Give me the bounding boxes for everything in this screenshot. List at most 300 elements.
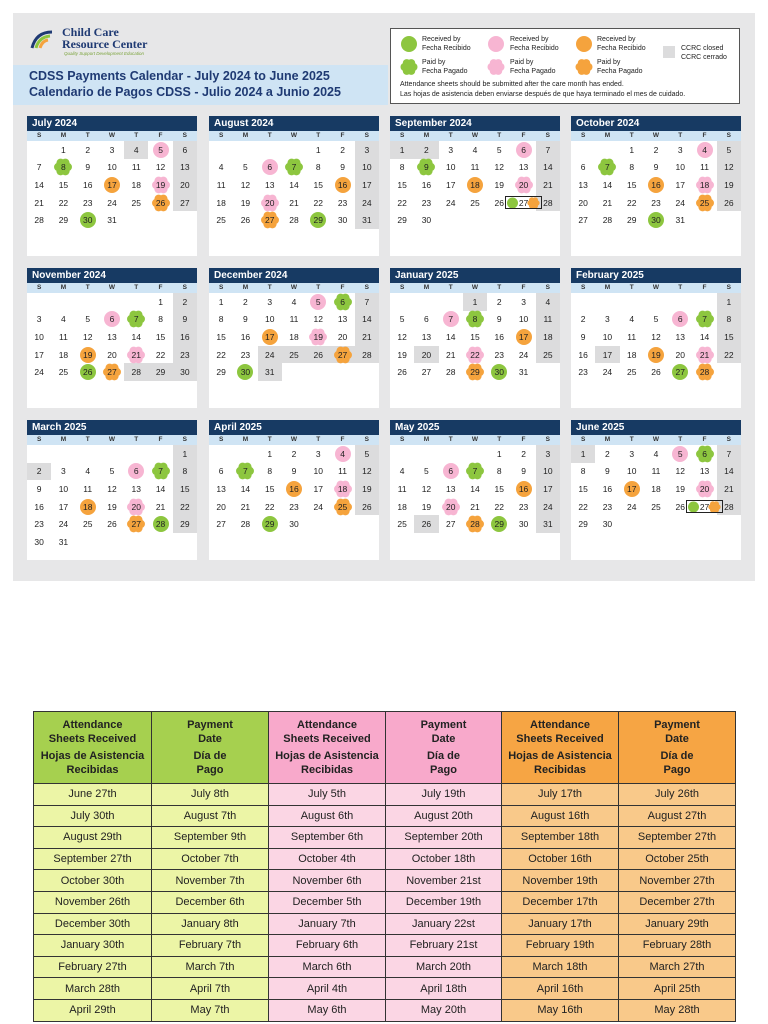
- day-number: 3: [315, 448, 321, 459]
- day-cell: [463, 515, 487, 533]
- day-number: 6: [580, 162, 586, 173]
- table-cell: December 30th: [34, 913, 152, 935]
- day-cell: [282, 211, 306, 229]
- day-cell: [306, 211, 330, 229]
- day-cell: [571, 346, 595, 364]
- day-cell: [148, 194, 172, 212]
- day-cell-closed: [355, 176, 379, 194]
- day-number: 20: [518, 179, 529, 190]
- day-number: 15: [58, 179, 69, 190]
- day-cell: [571, 498, 595, 516]
- table-cell: November 26th: [34, 891, 152, 913]
- day-cell: [124, 328, 148, 346]
- day-number: 5: [315, 296, 321, 307]
- day-cell: [439, 328, 463, 346]
- header-text-line: Attendance: [530, 719, 590, 731]
- day-number: 13: [337, 314, 348, 325]
- day-cell: [439, 515, 463, 533]
- header-text-line: Sheets Received: [516, 733, 604, 745]
- day-number: 8: [399, 162, 405, 173]
- day-number: 16: [651, 179, 661, 190]
- empty-cell: [620, 293, 644, 311]
- day-number: 9: [291, 466, 297, 477]
- day-cell: [282, 194, 306, 212]
- weekday-label: T: [267, 284, 272, 291]
- day-number: 25: [397, 519, 407, 530]
- day-number: 13: [699, 466, 710, 477]
- table-body: [34, 784, 736, 1022]
- day-number: 28: [362, 349, 372, 360]
- day-cell-closed: [717, 445, 741, 463]
- day-cell: [76, 328, 100, 346]
- day-number: 17: [313, 483, 324, 494]
- weekday-label: W: [108, 132, 116, 139]
- day-cell: [414, 363, 438, 381]
- weekday-label: S: [580, 436, 586, 443]
- table-cell: December 27th: [619, 891, 736, 913]
- day-cell: [692, 480, 716, 498]
- day-cell: [51, 141, 75, 159]
- day-number: 4: [545, 296, 551, 307]
- day-number: 15: [216, 331, 226, 342]
- day-number: 17: [602, 349, 613, 360]
- day-number: 6: [218, 466, 224, 477]
- day-number: 8: [496, 466, 502, 477]
- weekday-label: M: [242, 284, 249, 291]
- table-cell: August 20th: [386, 805, 502, 827]
- day-cell: [209, 463, 233, 481]
- day-number: 29: [626, 215, 637, 226]
- day-number: 2: [496, 296, 502, 307]
- day-number: 31: [58, 536, 69, 547]
- day-number: 25: [82, 519, 93, 530]
- month-title: May 2025: [390, 420, 560, 435]
- table-cell: October 7th: [152, 848, 269, 870]
- day-number: 29: [313, 215, 324, 226]
- day-cell-closed: [717, 311, 741, 329]
- day-cell-closed: [173, 194, 197, 212]
- day-cell: [51, 176, 75, 194]
- day-cell: [620, 346, 644, 364]
- day-cell: [258, 311, 282, 329]
- day-number: 12: [675, 466, 686, 477]
- table-cell: November 21st: [386, 870, 502, 892]
- header-text-line: Pago: [430, 764, 457, 776]
- legend-closed-swatch: [663, 46, 675, 58]
- day-cell-closed: [536, 311, 560, 329]
- day-cell: [463, 328, 487, 346]
- weekday-label: T: [267, 132, 272, 139]
- day-cell: [233, 363, 257, 381]
- day-cell: [487, 311, 511, 329]
- day-grid: [209, 293, 379, 381]
- day-cell: [620, 141, 644, 159]
- day-cell: [282, 293, 306, 311]
- day-number: 24: [313, 501, 324, 512]
- day-cell: [100, 311, 124, 329]
- day-number: 14: [289, 179, 299, 190]
- day-number: 24: [362, 197, 372, 208]
- day-number: 24: [518, 349, 529, 360]
- day-number: 16: [82, 179, 93, 190]
- day-cell: [692, 194, 716, 212]
- day-cell-closed: [717, 463, 741, 481]
- day-cell: [571, 515, 595, 533]
- day-cell: [330, 194, 354, 212]
- day-cell: [76, 480, 100, 498]
- day-number: 20: [675, 349, 686, 360]
- orange-paid-marker: [708, 500, 721, 513]
- day-cell: [668, 159, 692, 177]
- weekday-label: W: [652, 436, 660, 443]
- day-cell: [463, 159, 487, 177]
- day-number: 20: [131, 501, 142, 512]
- day-cell: [668, 346, 692, 364]
- table-cell: May 16th: [502, 999, 619, 1021]
- weekday-label: M: [423, 132, 430, 139]
- day-cell-closed: [355, 463, 379, 481]
- title-es-main: Calendario de Pagos CDSS: [29, 85, 191, 99]
- day-cell-closed: [536, 141, 560, 159]
- day-cell: [463, 498, 487, 516]
- table-row: [34, 784, 736, 806]
- day-cell-closed: [536, 328, 560, 346]
- day-number: 10: [626, 466, 637, 477]
- day-number: 18: [397, 501, 407, 512]
- day-cell: [124, 176, 148, 194]
- day-number: 19: [651, 349, 661, 360]
- day-cell-closed: [717, 159, 741, 177]
- day-number: 12: [421, 483, 432, 494]
- day-cell: [100, 346, 124, 364]
- day-number: 29: [180, 519, 190, 530]
- day-number: 22: [397, 197, 407, 208]
- day-number: 10: [362, 162, 372, 173]
- day-number: 28: [470, 519, 480, 530]
- weekday-label: F: [158, 132, 163, 139]
- day-cell: [644, 463, 668, 481]
- weekday-label: F: [340, 132, 345, 139]
- table-row: [34, 848, 736, 870]
- month-title: September 2024: [390, 116, 560, 131]
- day-cell-closed: [717, 328, 741, 346]
- day-number: 28: [155, 519, 166, 530]
- day-cell: [511, 141, 535, 159]
- day-cell: [330, 498, 354, 516]
- day-cell: [414, 498, 438, 516]
- day-cell: [148, 311, 172, 329]
- weekday-label: W: [290, 284, 298, 291]
- day-number: 7: [448, 314, 454, 325]
- logo-arcs-icon: [30, 28, 60, 50]
- day-number: 5: [85, 314, 91, 325]
- day-cell: [100, 515, 124, 533]
- day-cell: [571, 311, 595, 329]
- table-cell: October 4th: [269, 848, 386, 870]
- header-text-line: Hojas de Asistencia: [40, 750, 145, 762]
- day-number: 12: [107, 483, 117, 494]
- day-number: 25: [651, 501, 661, 512]
- day-number: 12: [362, 466, 372, 477]
- header-text-line: Payment: [187, 719, 233, 731]
- table-cell: January 17th: [502, 913, 619, 935]
- day-cell: [51, 363, 75, 381]
- title-spanish: [29, 85, 341, 99]
- month-calendar: [390, 116, 560, 256]
- table-cell: October 18th: [386, 848, 502, 870]
- day-number: 17: [543, 483, 553, 494]
- day-number: 13: [578, 179, 588, 190]
- empty-cell: [439, 445, 463, 463]
- table-cell: November 19th: [502, 870, 619, 892]
- day-number: 30: [651, 215, 661, 226]
- day-cell: [282, 445, 306, 463]
- day-cell: [620, 211, 644, 229]
- day-cell: [463, 363, 487, 381]
- empty-cell: [414, 445, 438, 463]
- day-cell: [668, 194, 692, 212]
- day-number: 31: [107, 215, 117, 226]
- day-number: 12: [82, 331, 93, 342]
- day-number: 20: [264, 197, 275, 208]
- day-cell: [414, 176, 438, 194]
- day-number: 24: [107, 197, 117, 208]
- day-grid: [390, 293, 560, 381]
- day-cell: [390, 194, 414, 212]
- header-payment-date: [152, 712, 269, 784]
- day-number: 19: [313, 331, 324, 342]
- day-cell: [282, 515, 306, 533]
- day-number: 25: [58, 367, 69, 378]
- day-number: 3: [677, 144, 683, 155]
- day-cell: [511, 328, 535, 346]
- day-cell: [463, 480, 487, 498]
- weekday-label: T: [678, 284, 683, 291]
- legend-note-english: Attendance sheets should be submitted after the care month has ended.: [400, 81, 624, 88]
- day-cell: [487, 498, 511, 516]
- weekday-label: T: [316, 132, 321, 139]
- legend-green-received-label: Received by Fecha Recibido: [422, 36, 471, 52]
- day-number: 17: [445, 179, 456, 190]
- weekday-label: F: [702, 132, 707, 139]
- day-number: 18: [216, 197, 226, 208]
- table-cell: April 25th: [619, 978, 736, 1000]
- day-cell: [209, 176, 233, 194]
- day-number: 6: [267, 162, 273, 173]
- day-number: 11: [59, 331, 68, 342]
- day-number: 29: [58, 215, 69, 226]
- day-number: 6: [448, 466, 454, 477]
- day-number: 24: [675, 197, 686, 208]
- table-cell: April 18th: [386, 978, 502, 1000]
- day-number: 23: [421, 197, 432, 208]
- day-cell: [282, 176, 306, 194]
- day-number: 30: [494, 367, 505, 378]
- day-number: 30: [602, 519, 613, 530]
- weekday-label: S: [182, 436, 187, 443]
- day-number: 10: [58, 483, 69, 494]
- day-number: 6: [133, 466, 139, 477]
- day-number: 24: [58, 519, 69, 530]
- legend-pink-received-icon: [488, 36, 504, 52]
- day-number: 9: [340, 162, 345, 173]
- day-number: 8: [472, 314, 478, 325]
- day-cell: [644, 346, 668, 364]
- empty-cell: [439, 293, 463, 311]
- day-number: 6: [702, 448, 707, 459]
- day-number: 10: [602, 331, 613, 342]
- day-cell: [51, 533, 75, 551]
- day-number: 15: [155, 331, 166, 342]
- day-number: 1: [496, 448, 502, 459]
- day-number: 7: [291, 162, 297, 173]
- day-number: 12: [397, 331, 407, 342]
- day-cell: [258, 211, 282, 229]
- day-number: 28: [543, 197, 553, 208]
- table-row: [34, 935, 736, 957]
- day-number: 13: [131, 483, 142, 494]
- day-cell: [233, 293, 257, 311]
- day-number: 8: [580, 466, 586, 477]
- day-grid: [209, 445, 379, 533]
- day-number: 14: [240, 483, 251, 494]
- weekday-label: W: [108, 436, 116, 443]
- day-cell: [414, 159, 438, 177]
- day-number: 21: [34, 197, 44, 208]
- day-number: 20: [578, 197, 588, 208]
- day-cell: [644, 498, 668, 516]
- day-number: 31: [675, 215, 686, 226]
- day-number: 14: [602, 179, 613, 190]
- day-cell: [258, 498, 282, 516]
- day-cell: [100, 141, 124, 159]
- day-number: 2: [85, 144, 91, 155]
- day-number: 6: [521, 144, 526, 155]
- day-cell: [148, 463, 172, 481]
- day-number: 25: [289, 349, 299, 360]
- day-number: 30: [518, 519, 529, 530]
- day-number: 8: [158, 314, 163, 325]
- day-cell: [258, 480, 282, 498]
- day-cell: [233, 159, 257, 177]
- day-cell: [76, 363, 100, 381]
- day-number: 13: [445, 483, 456, 494]
- header-text-line: Recibidas: [66, 764, 119, 776]
- table-cell: September 18th: [502, 827, 619, 849]
- table-cell: March 6th: [269, 956, 386, 978]
- day-number: 29: [216, 367, 226, 378]
- day-number: 31: [362, 215, 372, 226]
- day-cell: [620, 463, 644, 481]
- day-cell-closed: [330, 346, 354, 364]
- day-number: 1: [580, 448, 586, 459]
- day-cell: [282, 159, 306, 177]
- month-calendar: [390, 268, 560, 408]
- month-title: January 2025: [390, 268, 560, 283]
- day-number: 12: [724, 162, 734, 173]
- day-cell: [330, 311, 354, 329]
- table-cell: February 21st: [386, 935, 502, 957]
- day-cell: [511, 311, 535, 329]
- day-number: 3: [629, 448, 635, 459]
- day-number: 23: [602, 501, 613, 512]
- legend-closed-label: CCRC closed CCRC cerrado: [681, 45, 727, 61]
- day-cell-closed: [536, 176, 560, 194]
- day-cell: [487, 293, 511, 311]
- weekday-label: T: [134, 132, 139, 139]
- table-row: [34, 827, 736, 849]
- table-cell: February 7th: [152, 935, 269, 957]
- day-cell: [668, 176, 692, 194]
- weekday-label: T: [267, 436, 272, 443]
- day-cell-closed: [124, 363, 148, 381]
- month-calendar: [390, 420, 560, 560]
- day-number: 27: [421, 367, 432, 378]
- day-cell: [620, 363, 644, 381]
- day-number: 22: [626, 197, 637, 208]
- table-cell: March 28th: [34, 978, 152, 1000]
- day-cell: [668, 445, 692, 463]
- table-cell: March 20th: [386, 956, 502, 978]
- day-number: 11: [470, 162, 480, 173]
- day-cell: [620, 311, 644, 329]
- day-number: 17: [107, 179, 117, 190]
- header-attendance-received: [34, 712, 152, 784]
- day-cell: [258, 515, 282, 533]
- weekday-label: S: [36, 284, 42, 291]
- empty-cell: [148, 445, 172, 463]
- day-number: 1: [158, 296, 163, 307]
- weekday-label: T: [497, 284, 502, 291]
- weekday-label: S: [545, 436, 550, 443]
- table-cell: October 30th: [34, 870, 152, 892]
- legend-green-paid-label: Paid by Fecha Pagado: [422, 59, 468, 75]
- weekday-label: T: [629, 284, 634, 291]
- day-cell: [282, 498, 306, 516]
- weekday-label: F: [158, 436, 163, 443]
- day-cell: [692, 141, 716, 159]
- day-number: 27: [675, 367, 686, 378]
- table-cell: December 6th: [152, 891, 269, 913]
- day-cell: [463, 141, 487, 159]
- month-calendar: [27, 116, 197, 256]
- day-number: 9: [605, 466, 610, 477]
- day-cell: [51, 463, 75, 481]
- weekday-label: W: [290, 132, 298, 139]
- day-cell-closed: [173, 346, 197, 364]
- day-cell-closed: [414, 346, 438, 364]
- day-cell: [595, 515, 619, 533]
- day-number: 11: [216, 179, 226, 190]
- month-calendar: [27, 420, 197, 560]
- weekday-label: T: [85, 132, 90, 139]
- day-grid: [571, 141, 741, 229]
- empty-cell: [76, 293, 100, 311]
- day-number: 16: [602, 483, 613, 494]
- day-cell-closed: [355, 293, 379, 311]
- header-text-line: Sheets Received: [48, 733, 137, 745]
- day-cell: [27, 176, 51, 194]
- day-cell: [595, 194, 619, 212]
- day-number: 8: [726, 314, 732, 325]
- day-cell-closed: [414, 141, 438, 159]
- table-cell: November 7th: [152, 870, 269, 892]
- day-number: 31: [518, 367, 529, 378]
- table-cell: April 29th: [34, 999, 152, 1021]
- month-title: July 2024: [27, 116, 197, 131]
- day-cell-closed: [306, 346, 330, 364]
- header-text-line: Pago: [196, 764, 224, 776]
